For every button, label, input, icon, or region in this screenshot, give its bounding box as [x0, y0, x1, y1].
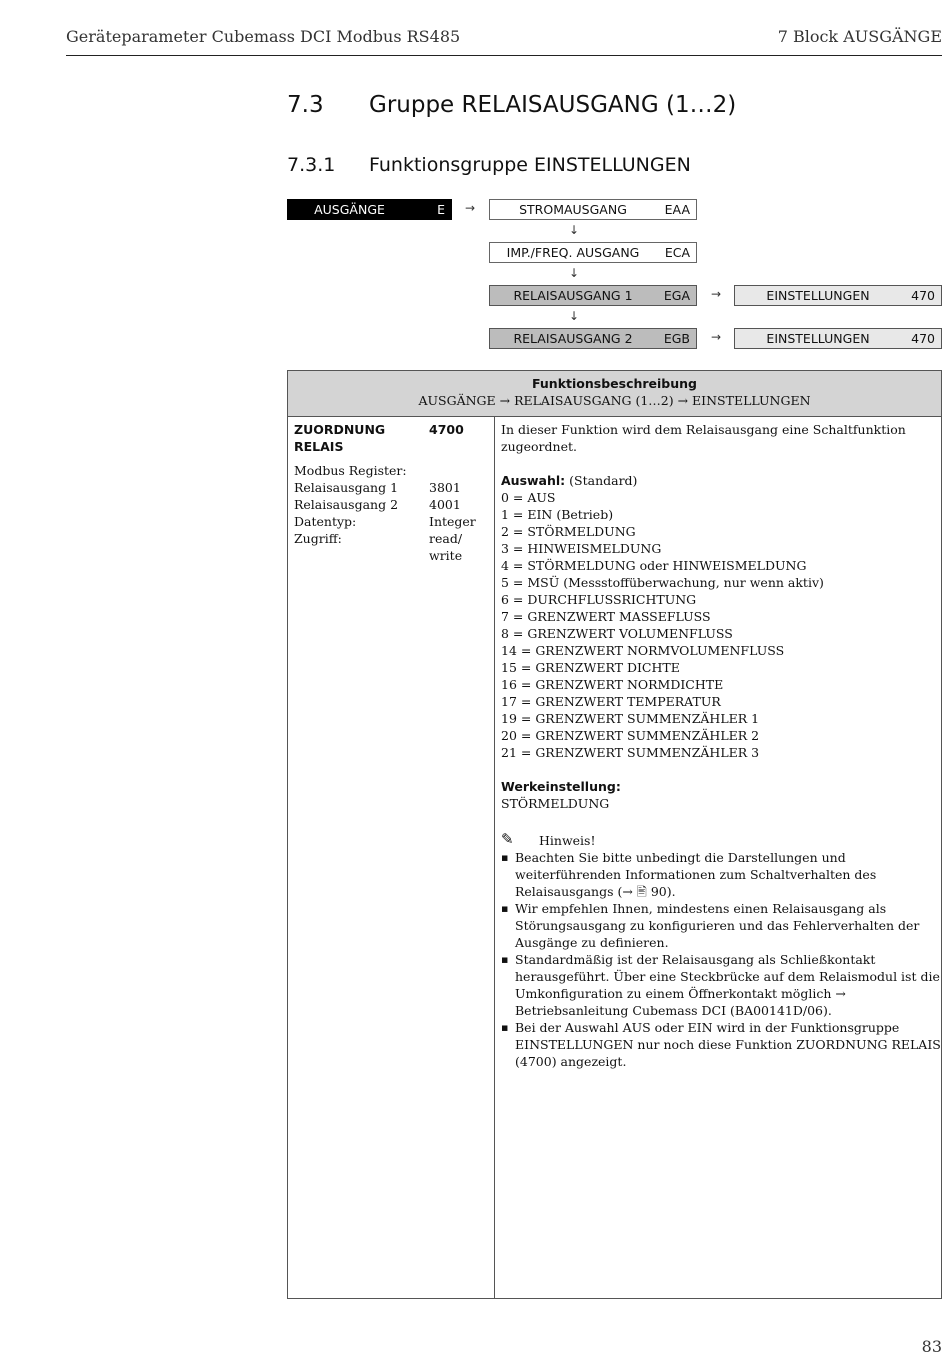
note-item: ▪ Beachten Sie bitte unbedingt die Darstellungen und weiterführenden Informationen zum Schaltverhalten des Relaisausgangs (→ 🖹 90). [501, 849, 941, 900]
option-item: 1 = EIN (Betrieb) [501, 507, 614, 522]
page-number: 83 [921, 1337, 942, 1356]
note-item: ▪ Standardmäßig ist der Relaisausgang als Schließkontakt herausgeführt. Über eine Steckbrücke auf dem Relaismodul ist die Umkonfiguration zu einem Öffnerkontakt möglich → Betriebsanleitung Cubemass DCI (BA00141D/06). [501, 951, 941, 1019]
table-header-title: Funktionsbeschreibung [531, 376, 697, 391]
function-name-line-2: RELAIS [294, 439, 344, 454]
auswahl-suffix: (Standard) [565, 473, 638, 488]
nav-block-label: AUSGÄNGE [314, 202, 385, 217]
option-item: 7 = GRENZWERT MASSEFLUSS [501, 609, 711, 624]
werkeinstellung-value: STÖRMELDUNG [501, 796, 610, 811]
nav-sub-code: 470 [911, 331, 935, 346]
nav-sub-label: EINSTELLUNGEN [766, 331, 870, 346]
nav-group-code: EGA [663, 288, 690, 303]
function-name: ZUORDNUNG [294, 422, 386, 437]
nav-group-relaisausgang-2[interactable] [489, 328, 697, 349]
option-item: 5 = MSÜ (Messstoffüberwachung, nur wenn aktiv) [501, 575, 824, 590]
function-code: 4700 [429, 422, 464, 437]
nav-group-label: STROMAUSGANG [519, 202, 627, 217]
arrow-right-icon: → [711, 330, 722, 344]
nav-group-label: RELAISAUSGANG 2 [513, 331, 633, 346]
nav-group-impfreq[interactable] [489, 242, 697, 263]
param-value: 3801 [429, 480, 461, 495]
param-value: Integer [429, 514, 476, 529]
pencil-note-icon: ✎ [501, 830, 514, 848]
nav-sub-einstellungen-1[interactable] [734, 285, 942, 306]
option-item: 20 = GRENZWERT SUMMENZÄHLER 2 [501, 728, 760, 743]
param-value: read/ [429, 531, 463, 546]
nav-group-relaisausgang-1[interactable] [489, 285, 697, 306]
table-header-path: AUSGÄNGE → RELAISAUSGANG (1…2) → EINSTELLUNGEN [418, 393, 811, 408]
param-key: Relaisausgang 2 [294, 497, 399, 512]
note-item: ▪ Bei der Auswahl AUS oder EIN wird in der Funktionsgruppe EINSTELLUNGEN nur noch diese Funktion ZUORDNUNG RELAIS (4700) angezeigt. [501, 1019, 941, 1070]
nav-sub-code: 470 [911, 288, 935, 303]
subsection-title: Funktionsgruppe EINSTELLUNGEN [369, 154, 691, 176]
function-description [501, 421, 941, 1070]
nav-group-label: IMP./FREQ. AUSGANG [506, 245, 640, 260]
param-key: Datentyp: [294, 514, 357, 529]
option-item: 14 = GRENZWERT NORMVOLUMENFLUSS [501, 643, 785, 658]
option-item: 16 = GRENZWERT NORMDICHTE [501, 677, 724, 692]
option-item: 6 = DURCHFLUSSRICHTUNG [501, 592, 697, 607]
option-item: 3 = HINWEISMELDUNG [501, 541, 662, 556]
werkeinstellung-label: Werkeinstellung: [501, 779, 621, 794]
option-item: 21 = GRENZWERT SUMMENZÄHLER 3 [501, 745, 760, 760]
option-item: 17 = GRENZWERT TEMPERATUR [501, 694, 721, 709]
param-key: Zugriff: [294, 531, 342, 546]
option-item: 0 = AUS [501, 490, 556, 505]
arrow-down-icon: ↓ [569, 266, 580, 280]
notes-list [501, 849, 941, 1070]
header-rule [66, 55, 942, 56]
nav-group-code: ECA [664, 245, 690, 260]
nav-block-code: E [437, 202, 445, 217]
option-item: 8 = GRENZWERT VOLUMENFLUSS [501, 626, 733, 641]
arrow-right-icon: → [711, 287, 722, 301]
hinweis-label: Hinweis! [539, 833, 596, 848]
nav-group-label: RELAISAUSGANG 1 [513, 288, 633, 303]
column-divider [494, 416, 495, 1298]
nav-group-code: EGB [663, 331, 690, 346]
nav-group-code: EAA [664, 202, 690, 217]
subsection-number: 7.3.1 [287, 154, 336, 176]
running-header-title: Geräteparameter Cubemass DCI Modbus RS485 [66, 27, 461, 46]
nav-block-ausgaenge[interactable] [287, 199, 452, 220]
option-item: 19 = GRENZWERT SUMMENZÄHLER 1 [501, 711, 760, 726]
param-key: Relaisausgang 1 [294, 480, 399, 495]
table-header [288, 371, 941, 417]
function-table [287, 370, 942, 1299]
arrow-down-icon: ↓ [569, 309, 580, 323]
nav-group-stromausgang[interactable] [489, 199, 697, 220]
note-item: ▪ Wir empfehlen Ihnen, mindestens einen Relaisausgang als Störungsausgang zu konfigurieren und das Fehlerverhalten der Ausgänge zu definieren. [501, 900, 941, 951]
option-item: 4 = STÖRMELDUNG oder HINWEISMELDUNG [501, 558, 807, 573]
modbus-label: Modbus Register: [294, 463, 407, 478]
description-text: In dieser Funktion wird dem Relaisausgang eine Schaltfunktion zugeordnet. [501, 422, 906, 454]
arrow-right-icon: → [465, 201, 476, 215]
section-number: 7.3 [287, 92, 324, 118]
nav-sub-einstellungen-2[interactable] [734, 328, 942, 349]
auswahl-label: Auswahl: [501, 473, 566, 488]
section-title: Gruppe RELAISAUSGANG (1…2) [369, 92, 737, 118]
param-value: 4001 [429, 497, 461, 512]
nav-sub-label: EINSTELLUNGEN [766, 288, 870, 303]
running-header-chapter: 7 Block AUSGÄNGE [777, 27, 942, 46]
option-item: 15 = GRENZWERT DICHTE [501, 660, 680, 675]
arrow-down-icon: ↓ [569, 223, 580, 237]
option-item: 2 = STÖRMELDUNG [501, 524, 636, 539]
param-value: write [429, 548, 463, 563]
function-parameters [294, 421, 489, 564]
